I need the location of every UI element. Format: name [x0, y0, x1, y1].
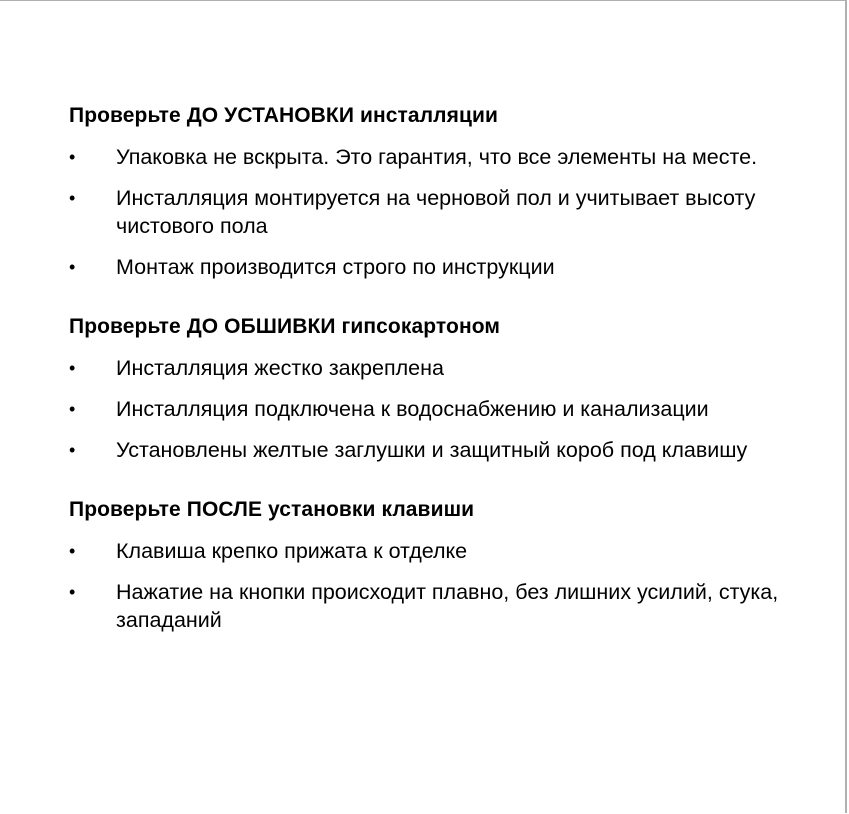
- list-item-text: Нажатие на кнопки происходит плавно, без лишних усилий, стука, западаний: [116, 580, 779, 632]
- list-item-text: Инсталляция монтируется на черновой пол и учитывает высоту чистового пола: [116, 186, 756, 238]
- bullet-icon: •: [69, 440, 76, 460]
- bullet-icon: •: [69, 188, 76, 208]
- section-heading: Проверьте ДО УСТАНОВКИ инсталляции: [69, 104, 498, 127]
- list-item: [69, 253, 789, 281]
- list-item: [69, 578, 789, 634]
- bullet-list: [69, 354, 789, 464]
- list-item-text: Установлены желтые заглушки и защитный короб под клавишу: [116, 438, 748, 462]
- checklist-content: [69, 103, 789, 634]
- list-item: [69, 184, 789, 240]
- bullet-icon: •: [69, 582, 76, 602]
- list-item: [69, 143, 789, 171]
- bullet-icon: •: [69, 257, 76, 277]
- section-before-installation: [69, 103, 789, 281]
- list-item: [69, 354, 789, 382]
- bullet-icon: •: [69, 147, 76, 167]
- list-item-text: Упаковка не вскрыта. Это гарантия, что все элементы на месте.: [116, 145, 758, 169]
- list-item-text: Клавиша крепко прижата к отделке: [116, 539, 468, 563]
- list-item: [69, 436, 789, 464]
- list-item: [69, 395, 789, 423]
- section-heading: Проверьте ДО ОБШИВКИ гипсокартоном: [69, 315, 501, 338]
- bullet-list: [69, 143, 789, 281]
- section-heading: Проверьте ПОСЛЕ установки клавиши: [69, 498, 475, 521]
- bullet-list: [69, 537, 789, 634]
- list-item-text: Инсталляция жестко закреплена: [116, 356, 444, 380]
- bullet-icon: •: [69, 541, 76, 561]
- section-before-drywall: [69, 314, 789, 464]
- bullet-icon: •: [69, 358, 76, 378]
- bullet-icon: •: [69, 399, 76, 419]
- list-item: [69, 537, 789, 565]
- list-item-text: Инсталляция подключена к водоснабжению и канализации: [116, 397, 709, 421]
- section-after-button-installation: [69, 497, 789, 634]
- list-item-text: Монтаж производится строго по инструкции: [116, 255, 555, 279]
